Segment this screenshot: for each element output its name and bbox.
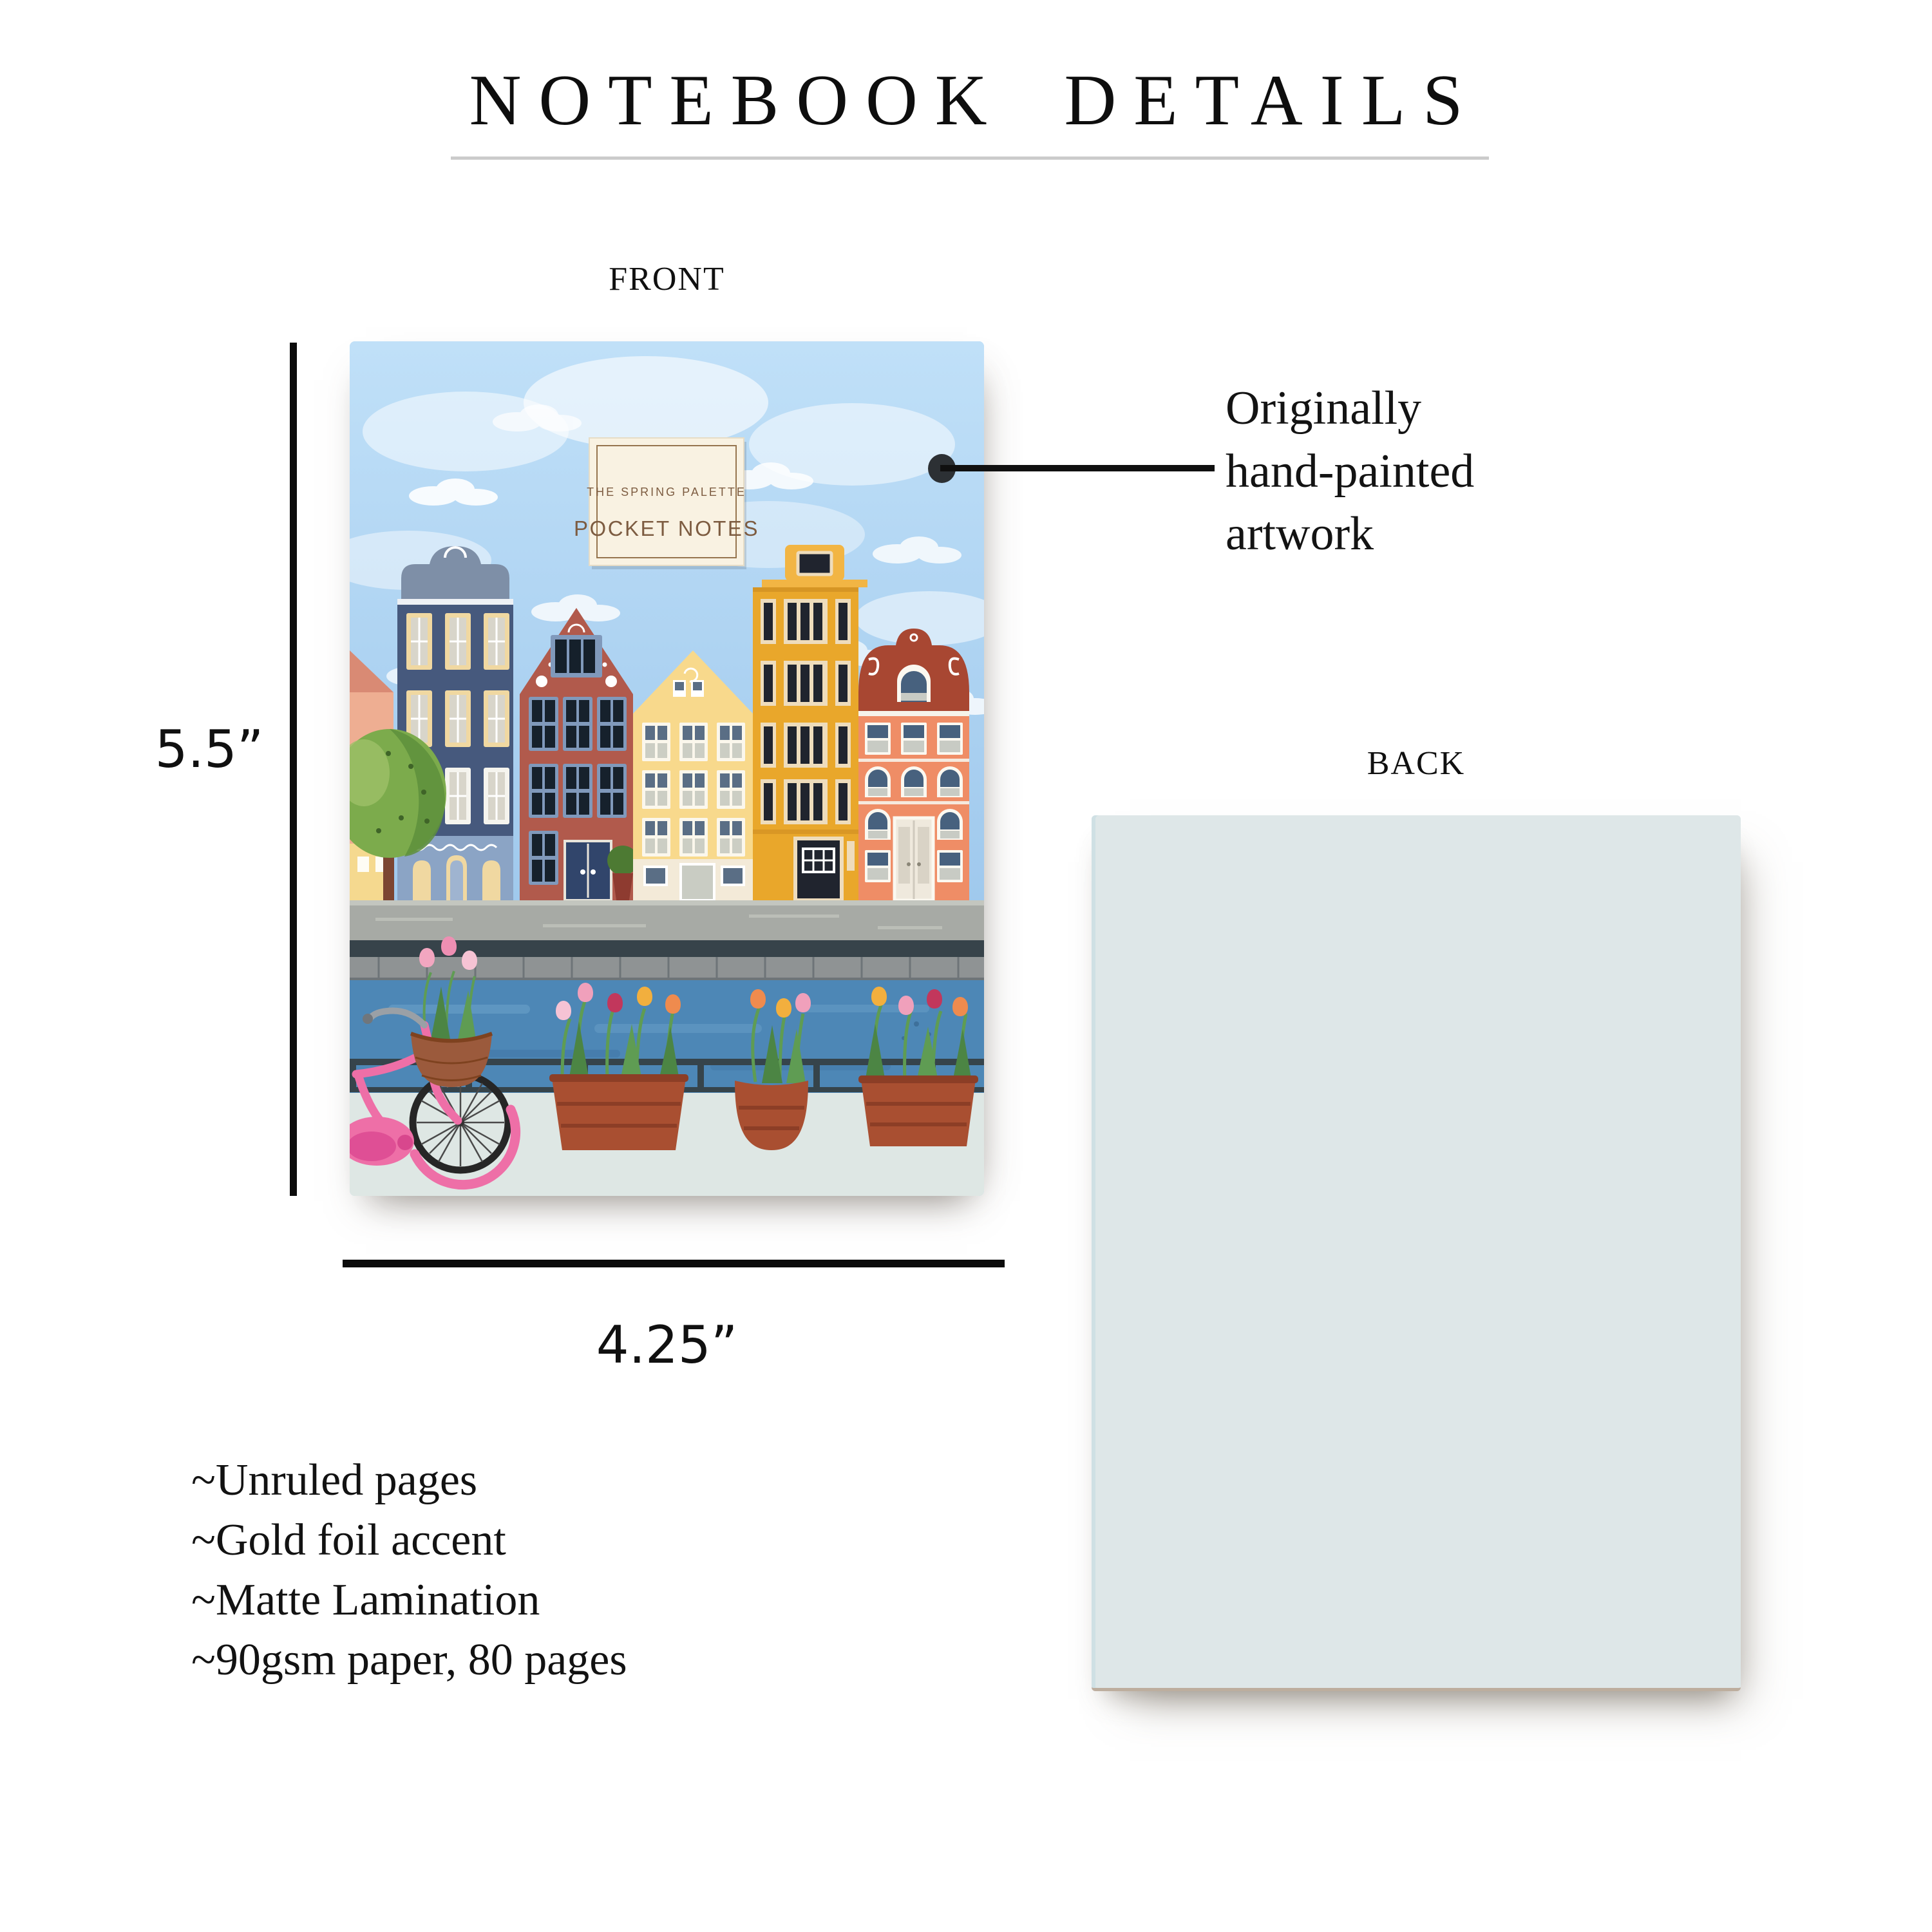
callout-line bbox=[940, 465, 1215, 471]
cover-brand-line1: THE SPRING PALETTE bbox=[587, 486, 746, 498]
callout-text-line1: Originally bbox=[1226, 382, 1422, 435]
house-coral bbox=[858, 629, 969, 900]
callout-text-line2: hand-painted bbox=[1226, 444, 1475, 498]
front-cover-illustration bbox=[350, 341, 984, 1196]
feature-item: ~Unruled pages bbox=[191, 1455, 478, 1505]
callout-text bbox=[1226, 377, 1474, 566]
height-dimension-label: 5.5” bbox=[155, 719, 264, 779]
back-section-label: BACK bbox=[1367, 745, 1466, 782]
back-cover-notebook bbox=[1092, 815, 1741, 1691]
width-dimension-label: 4.25” bbox=[596, 1315, 738, 1375]
callout-text-line3: artwork bbox=[1226, 507, 1374, 561]
cover-brand-line2: POCKET NOTES bbox=[574, 516, 759, 540]
feature-list bbox=[191, 1450, 627, 1690]
front-section-label: FRONT bbox=[609, 261, 725, 298]
feature-item: ~Matte Lamination bbox=[191, 1575, 540, 1625]
cover-brand-plaque bbox=[574, 438, 759, 569]
front-cover-notebook bbox=[350, 341, 984, 1196]
width-dimension-line bbox=[343, 1260, 1005, 1267]
feature-item: ~Gold foil accent bbox=[191, 1515, 506, 1566]
feature-item: ~90gsm paper, 80 pages bbox=[191, 1635, 627, 1685]
height-dimension-line bbox=[290, 343, 297, 1196]
house-amber bbox=[753, 545, 867, 900]
title-divider bbox=[451, 156, 1489, 160]
page-title: NOTEBOOK DETAILS bbox=[469, 61, 1481, 140]
